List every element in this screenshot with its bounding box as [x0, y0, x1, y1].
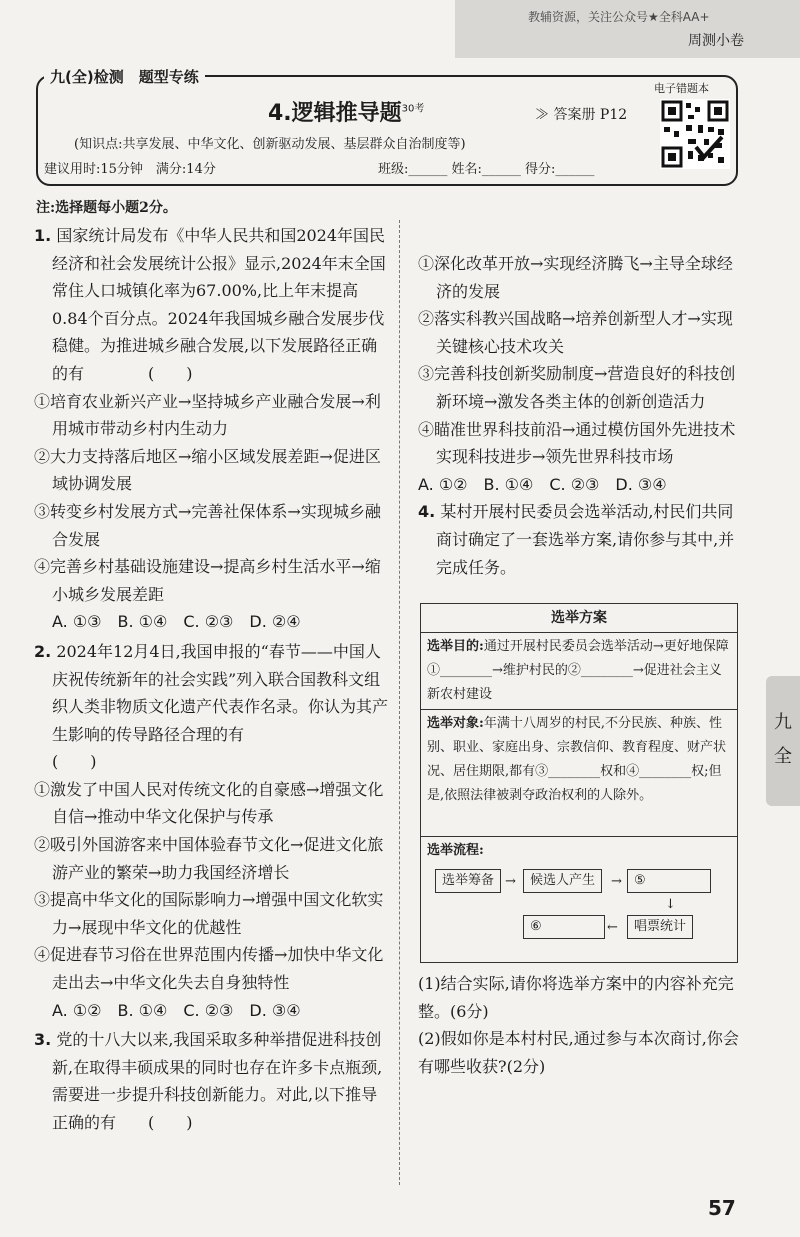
arrow-left-icon: ←: [607, 920, 618, 935]
q2-item-4: ④促进春节习俗在世界范围内传播→加快中华文化走出去→中华文化失去自身独特性: [34, 945, 384, 993]
q4-sub1: (1)结合实际,请你将选举方案中的内容补充完整。(6分): [418, 974, 734, 1021]
q3-item-2: ②落实科教兴国战略→培养创新型人才→实现关键核心技术攻关: [418, 309, 733, 356]
arrow-right-icon: →: [505, 874, 516, 889]
right-column: [418, 250, 740, 581]
flow-label: 选举流程:: [427, 843, 484, 858]
arrow-right-icon: →: [611, 874, 622, 889]
q3-options: A. ①② B. ①④ C. ②③ D. ③④: [418, 474, 667, 494]
series-tag: 周测小卷: [688, 33, 744, 49]
q3-item-4: ④瞄准世界科技前沿→通过模仿国外先进技术实现科技进步→领先世界科技市场: [418, 419, 736, 467]
card-flow: [421, 836, 737, 951]
q2-options: A. ①② B. ①④ C. ②③ D. ③④: [52, 1000, 301, 1020]
q2-item-2: ②吸引外国游客来中国体验春节文化→促进文化旅游产业的繁荣→助力我国经济增长: [34, 835, 384, 882]
side-tab-char-2: 全: [774, 746, 792, 767]
q2-item-3: ③提高中华文化的国际影响力→增强中国文化软实力→展现中华文化的优越性: [34, 890, 384, 937]
flow-step-blank-5[interactable]: ⑤: [627, 869, 711, 893]
q1-options: A. ①③ B. ①④ C. ②③ D. ②④: [52, 612, 301, 632]
time-score: 建议用时:15分钟 满分:14分: [44, 162, 216, 177]
card-target: 选举对象:年满十八周岁的村民,不分民族、种族、性别、职业、家庭出身、宗教信仰、教育程度、财产状况、居住期限,都有③________权和④________权;但是,依照法律被剥夺政治权利的人除外。: [421, 709, 737, 836]
flow-step-candidates: 候选人产生: [523, 869, 602, 893]
watermark-text: 教辅资源，关注公众号★全科AA+: [528, 10, 710, 24]
flow-step-counting: 唱票统计: [627, 915, 693, 939]
q1-item-4: ④完善乡村基础设施建设→提高乡村生活水平→缩小城乡发展差距: [34, 557, 381, 604]
flow-step-blank-6[interactable]: ⑥: [523, 915, 605, 939]
answer-reference: ≫ 答案册 P12: [535, 107, 628, 123]
q1-item-3: ③转变乡村发展方式→完善社保体系→实现城乡融合发展: [34, 501, 381, 549]
side-tab: [766, 676, 800, 806]
section-label: 九(全)检测 题型专练: [44, 66, 205, 87]
q1-item-2: ②大力支持落后地区→缩小区域发展差距→促进区域协调发展: [34, 446, 381, 494]
question-4: 4. 某村开展村民委员会选举活动,村民们共同商讨确定了一套选举方案,请你参与其中,并完成任务。: [418, 502, 735, 577]
qr-label: 电子错题本: [654, 82, 709, 95]
left-column: [34, 222, 405, 1137]
q4-subquestions: [418, 970, 740, 1080]
question-1: 1. 国家统计局发布《中华人民共和国2024年国民经济和社会发展统计公报》显示,2024年末全国常住人口城镇化率为67.00%,比上年末提高0.84个百分点。2024年我国城乡融合发展步伐稳健。为推进城乡融合发展,以下发展路径正确的有 ( ): [34, 226, 386, 383]
column-divider: [399, 220, 400, 1185]
student-fields: 班级:______ 姓名:______ 得分:______: [378, 162, 595, 177]
q3-item-1: ①深化改革开放→实现经济腾飞→主导全球经济的发展: [418, 254, 733, 301]
side-tab-char-1: 九: [774, 712, 792, 733]
q3-item-3: ③完善科技创新奖励制度→营造良好的科技创新环境→激发各类主体的创新创造活力: [418, 364, 736, 411]
question-3-stem: 3. 党的十八大以来,我国采取多种举措促进科技创新,在取得丰硕成果的同时也存在许多卡点瓶颈,需要进一步提升科技创新能力。对此,以下推导正确的有 ( ): [34, 1030, 383, 1132]
page-title: 4.逻辑推导题$^{30考}$: [268, 101, 425, 126]
question-2: 2. 2024年12月4日,我国申报的“春节——中国人庆祝传统新年的社会实践”列入联合国教科文组织人类非物质文化遗产代表作名录。你认为其产生影响的传导路径合理的有 ( ): [34, 641, 405, 772]
election-plan-card: [420, 603, 738, 963]
flow-step-prep: 选举筹备: [435, 869, 501, 893]
q1-item-1: ①培育农业新兴产业→坚持城乡产业融合发展→利用城市带动乡村内生动力: [34, 391, 381, 439]
card-purpose: 选举目的:通过开展村民委员会选举活动→更好地保障①________→维护村民的②________→促进社会主义新农村建设: [421, 632, 737, 709]
q4-sub2: (2)假如你是本村村民,通过参与本次商讨,你会有哪些收获?(2分): [418, 1029, 739, 1076]
note: 注:选择题每小题2分。: [36, 200, 177, 216]
page-number: 57: [708, 1196, 736, 1220]
q2-item-1: ①激发了中国人民对传统文化的自豪感→增强文化自信→推动中华文化保护与传承: [34, 779, 384, 827]
knowledge-points: (知识点:共享发展、中华文化、创新驱动发展、基层群众自治制度等): [74, 137, 466, 152]
card-title: 选举方案: [551, 610, 607, 626]
arrow-down-icon: ↓: [665, 897, 676, 912]
qr-code-icon[interactable]: [660, 99, 730, 169]
